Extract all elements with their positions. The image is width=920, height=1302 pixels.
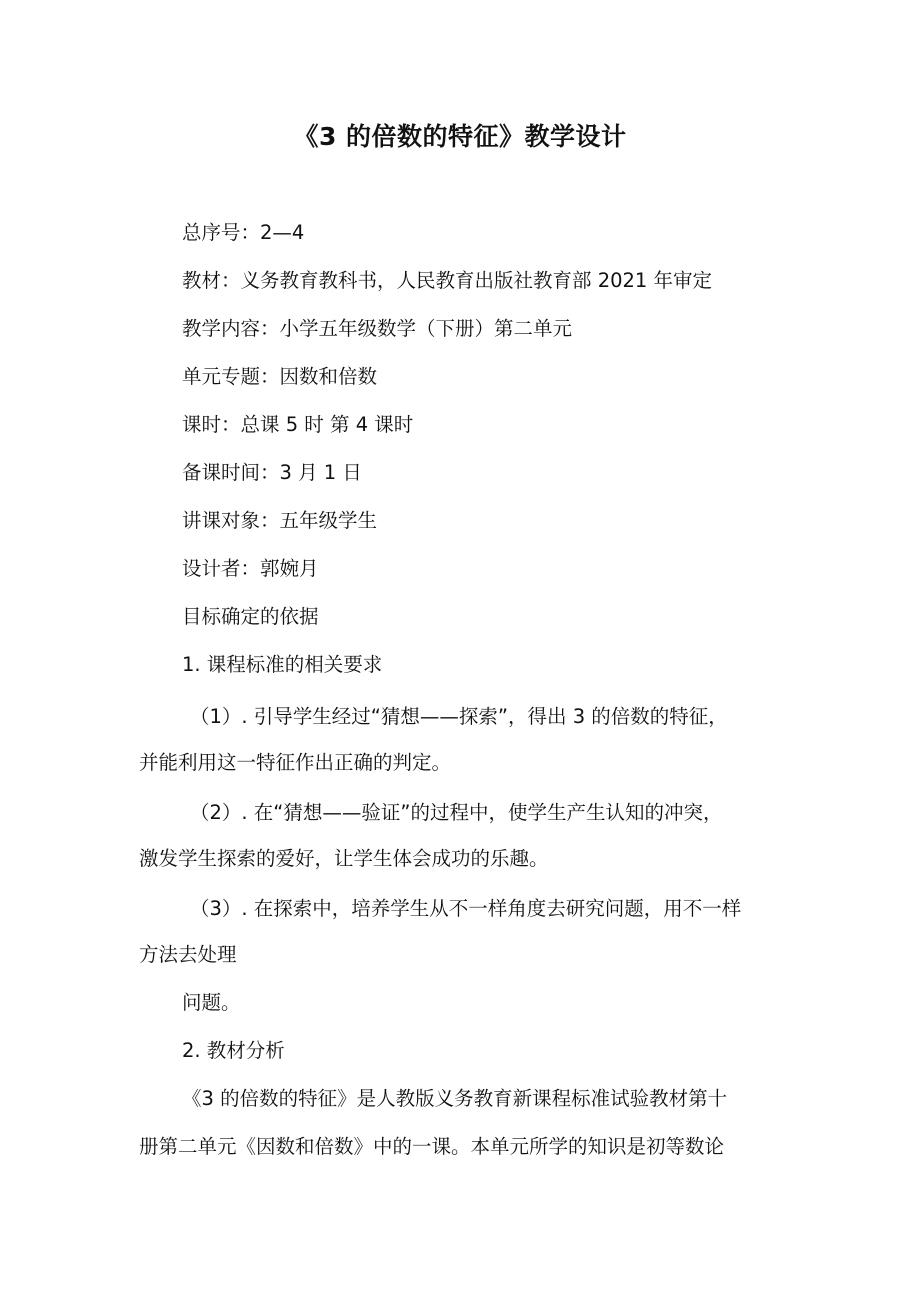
unit-topic: 单元专题：因数和倍数	[182, 365, 378, 388]
teaching-content: 教学内容：小学五年级数学（下册）第二单元	[182, 317, 573, 340]
serial-number: 总序号：2—4	[182, 221, 305, 244]
goal-item-1-line-2: 并能利用这一特征作出正确的判定。	[139, 751, 452, 774]
document-title: 《3 的倍数的特征》教学设计	[293, 122, 627, 151]
goal-item-3-line-1: （3）. 在探索中，培养学生从不一样角度去研究问题，用不一样	[190, 897, 742, 920]
subsection-heading-1: 1. 课程标准的相关要求	[182, 653, 383, 676]
designer: 设计者：郭婉月	[182, 557, 319, 580]
lesson-period: 课时：总课 5 时 第 4 课时	[182, 413, 414, 436]
section-heading: 目标确定的依据	[182, 605, 319, 628]
textbook-info: 教材：义务教育教科书，人民教育出版社教育部 2021 年审定	[182, 269, 713, 292]
analysis-line-2: 册第二单元《因数和倍数》中的一课。本单元所学的知识是初等数论	[139, 1135, 725, 1158]
goal-item-2-line-2: 激发学生探索的爱好，让学生体会成功的乐趣。	[139, 847, 549, 870]
subsection-heading-2: 2. 教材分析	[182, 1039, 285, 1062]
goal-item-2-line-1: （2）. 在“猜想——验证”的过程中，使学生产生认知的冲突，	[190, 801, 723, 824]
audience: 讲课对象：五年级学生	[182, 509, 378, 532]
goal-item-3-line-3: 问题。	[182, 991, 241, 1014]
goal-item-3-line-2: 方法去处理	[139, 943, 237, 966]
goal-item-1-line-1: （1）. 引导学生经过“猜想——探索”，得出 3 的倍数的特征，	[190, 705, 728, 728]
analysis-line-1: 《3 的倍数的特征》是人教版义务教育新课程标准试验教材第十	[182, 1087, 728, 1110]
prep-time: 备课时间：3 月 1 日	[182, 461, 362, 484]
